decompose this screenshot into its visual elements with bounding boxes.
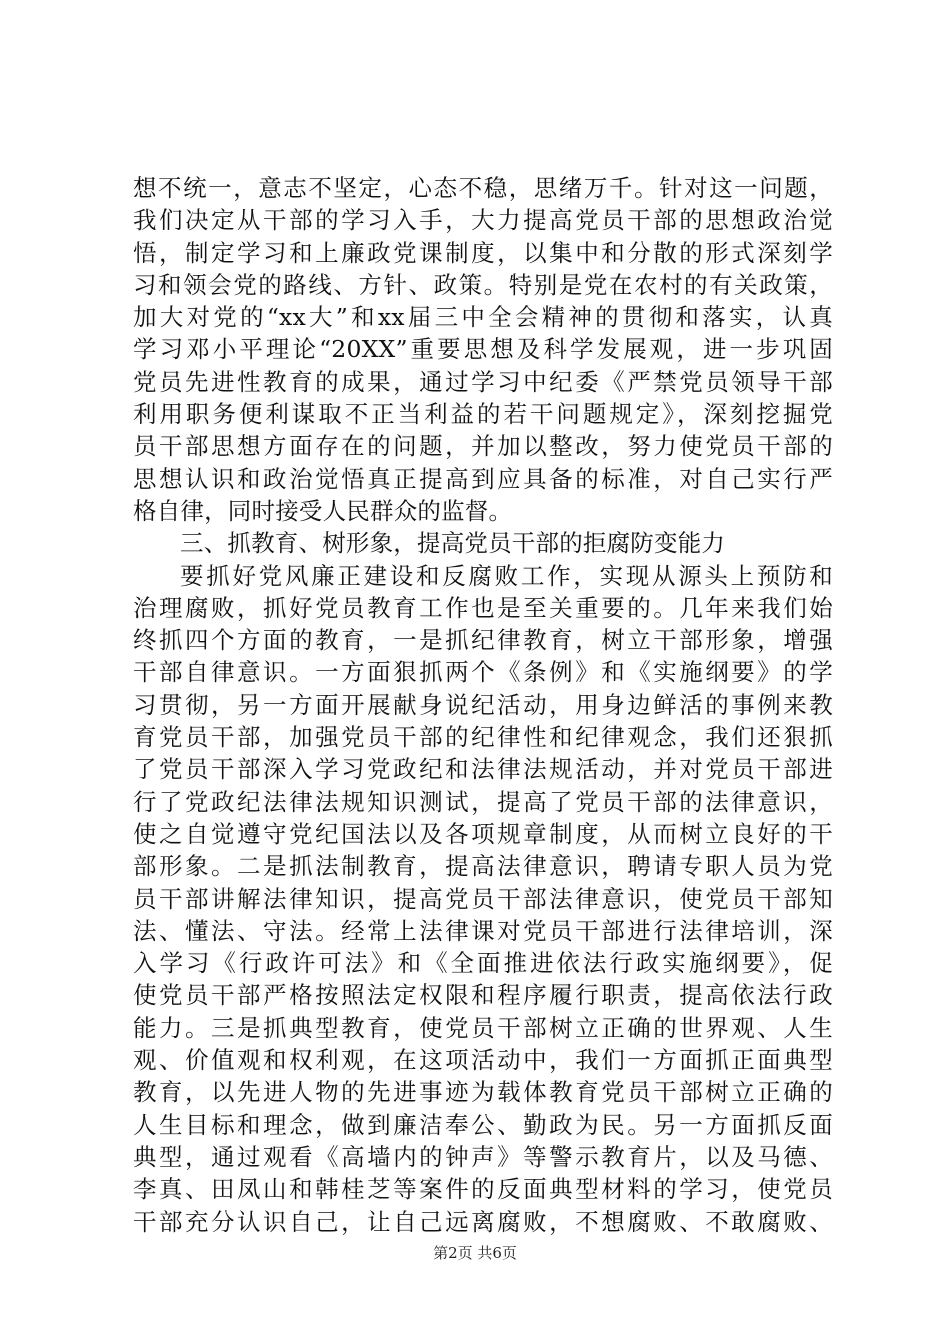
text-line: 员干部讲解法律知识，提高党员干部法律意识，使党员干部知 — [133, 884, 833, 913]
text-line: 悟，制定学习和上廉政党课制度，以集中和分散的形式深刻学 — [133, 238, 833, 267]
text-line: 习和领会党的路线、方针、政策。特别是党在农村的有关政策， — [133, 270, 833, 299]
text-line: 终抓四个方面的教育，一是抓纪律教育，树立干部形象，增强 — [133, 626, 833, 655]
document-body — [133, 172, 833, 1238]
text-line: 能力。三是抓典型教育，使党员干部树立正确的世界观、人生 — [133, 1013, 833, 1042]
text-line: 部形象。二是抓法制教育，提高法律意识，聘请专职人员为党 — [133, 852, 833, 881]
text-line: 治理腐败，抓好党员教育工作也是至关重要的。几年来我们始 — [133, 593, 833, 622]
text-line: 想不统一，意志不坚定，心态不稳，思绪万千。针对这一问题， — [133, 174, 833, 202]
text-line: 干部充分认识自己，让自己远离腐败，不想腐败、不敢腐败、 — [133, 1207, 833, 1236]
text-line: 要抓好党风廉正建设和反腐败工作，实现从源头上预防和 — [180, 561, 833, 590]
text-line: 教育，以先进人物的先进事迹为载体教育党员干部树立正确的 — [133, 1078, 833, 1107]
text-line: 习贯彻，另一方面开展献身说纪活动，用身边鲜活的事例来教 — [133, 690, 833, 719]
text-line: 使之自觉遵守党纪国法以及各项规章制度，从而树立良好的干 — [133, 819, 833, 848]
text-line: 党员先进性教育的成果，通过学习中纪委《严禁党员领导干部 — [133, 367, 833, 396]
text-line: 行了党政纪法律法规知识测试，提高了党员干部的法律意识， — [133, 787, 833, 816]
text-line: 入学习《行政许可法》和《全面推进依法行政实施纲要》，促 — [133, 949, 833, 978]
text-line: 李真、田凤山和韩桂芝等案件的反面典型材料的学习，使党员 — [133, 1175, 833, 1204]
text-line: 利用职务便利谋取不正当利益的若干问题规定》，深刻挖掘党 — [133, 400, 833, 429]
text-line: 观、价值观和权利观，在这项活动中，我们一方面抓正面典型 — [133, 1046, 833, 1075]
text-line: 法、懂法、守法。经常上法律课对党员干部进行法律培训，深 — [133, 916, 833, 945]
text-line: 人生目标和理念，做到廉洁奉公、勤政为民。另一方面抓反面 — [133, 1110, 833, 1139]
text-line: 三、抓教育、树形象，提高党员干部的拒腐防变能力 — [180, 529, 726, 558]
text-line: 使党员干部严格按照法定权限和程序履行职责，提高依法行政 — [133, 981, 833, 1010]
text-line: 典型，通过观看《高墙内的钟声》等警示教育片，以及马德、 — [133, 1142, 833, 1171]
page-footer: 第2页 共6页 — [433, 1244, 517, 1262]
text-line: 学习邓小平理论“20XX”重要思想及科学发展观，进一步巩固 — [133, 335, 833, 364]
text-line: 加大对党的“xx大”和xx届三中全会精神的贯彻和落实，认真 — [133, 303, 833, 332]
text-line: 育党员干部，加强党员干部的纪律性和纪律观念，我们还狠抓 — [133, 723, 833, 752]
text-line: 思想认识和政治觉悟真正提高到应具备的标准，对自己实行严 — [133, 464, 833, 493]
text-line: 了党员干部深入学习党政纪和法律法规活动，并对党员干部进 — [133, 755, 833, 784]
text-line: 格自律，同时接受人民群众的监督。 — [133, 496, 513, 525]
text-line: 我们决定从干部的学习入手，大力提高党员干部的思想政治觉 — [133, 206, 833, 235]
text-line: 员干部思想方面存在的问题，并加以整改，努力使党员干部的 — [133, 432, 833, 461]
text-line: 干部自律意识。一方面狠抓两个《条例》和《实施纲要》的学 — [133, 658, 833, 687]
